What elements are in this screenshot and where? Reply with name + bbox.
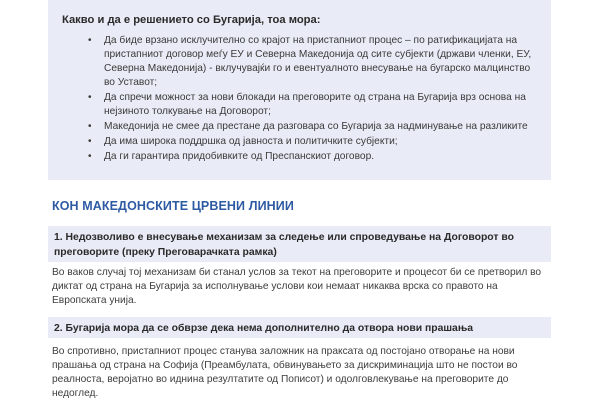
list-item-text: Да ги гарантира придобивките од Преспанскиот договор.: [104, 151, 375, 162]
list-item: [62, 34, 537, 90]
list-item-text: Македонија не смее да престане да разговара со Бугарија за надминување на разликите: [104, 121, 528, 132]
callout-title: Какво и да е решението со Бугарија, тоа мора:: [62, 14, 321, 26]
bullet-icon: •: [88, 92, 92, 103]
list-item: [62, 120, 537, 134]
list-item-text: Да биде врзано исклучително со крајот на пристапниот процес – по ратификацијата на пристапниот договор меѓу ЕУ и Северна Македонија од сите субјекти (држави членки, ЕУ, Северна Македонија) - вклучувајќи го и евентуалното внесување на бугарско малцинство во Уставот;: [104, 35, 532, 88]
question-2-paragraph: Во спротивно, пристапниот процес станува заложник на праксата од постојано отворање на нови прашања од страна на Софија (Преамбулата, обвинувањето за дискриминација што не постои во реалноста, веројатно во иднина резултатите од Пописот) и одолговлекување на преговорите до недоглед.: [52, 346, 518, 399]
list-item: [62, 150, 537, 164]
conditions-list: [62, 34, 537, 164]
list-item-text: Да има широка поддршка од јавноста и политичките субјекти;: [104, 136, 398, 147]
list-item: [62, 135, 537, 149]
bullet-icon: •: [88, 136, 92, 147]
question-box-1: 1. Недозволиво е внесување механизам за следење или спроведување на Договорот во преговорите (преку Преговарачката рамка): [48, 226, 551, 262]
question-box-2: 2. Бугарија мора да се обврзе дека нема дополнително да отвора нови прашања: [48, 317, 551, 338]
list-item-text: Да спречи можност за нови блокади на преговорите од страна на Бугарија врз основа на нејзиното толкување на Договорот;: [104, 92, 526, 117]
conditions-callout-box: [48, 0, 551, 180]
bullet-icon: •: [88, 121, 92, 132]
section-heading: КОН МАКЕДОНСКИТЕ ЦРВЕНИ ЛИНИИ: [52, 199, 294, 213]
bullet-icon: •: [88, 151, 92, 162]
list-item: [62, 91, 537, 119]
bullet-icon: •: [88, 35, 92, 46]
question-1-paragraph: Во ваков случај тој механизам би станал услов за текот на преговорите и процесот би се претворил во диктат од страна на Бугарија за исполнување услови кои немаат никаква врска со правото на Европската унија.: [52, 267, 542, 306]
